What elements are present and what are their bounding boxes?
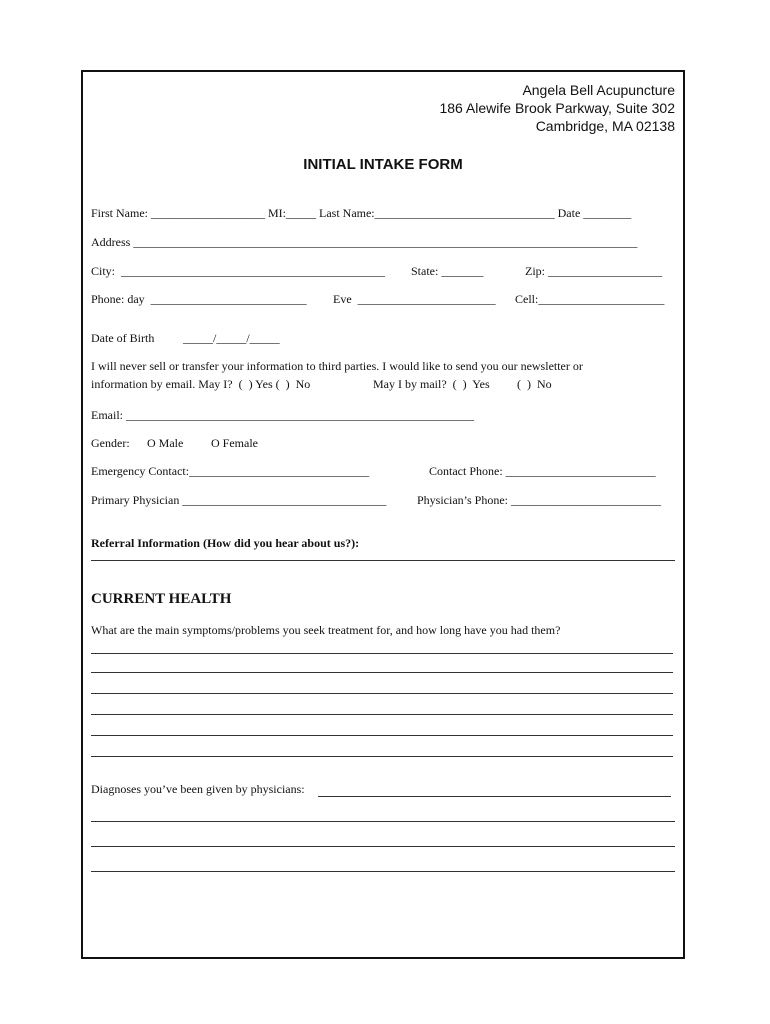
symptoms-answer-line[interactable] (91, 714, 673, 715)
intake-form-page (81, 70, 685, 959)
dob-field[interactable]: _____/_____/_____ (183, 331, 280, 345)
address-row[interactable]: Address ____________________________________________________________________________________ (91, 235, 638, 249)
diagnoses-answer-line[interactable] (91, 846, 675, 847)
symptoms-answer-line[interactable] (91, 693, 673, 694)
symptoms-answer-line[interactable] (91, 672, 673, 673)
diagnoses-answer-line[interactable] (91, 871, 675, 872)
contact-phone-field[interactable]: Contact Phone: _________________________ (429, 464, 656, 478)
gender-female-option[interactable]: O Female (211, 436, 258, 450)
form-title: INITIAL INTAKE FORM (303, 156, 463, 173)
state-field[interactable]: State: _______ (411, 264, 484, 278)
practice-address-line1: 186 Alewife Brook Parkway, Suite 302 (439, 100, 675, 116)
city-field[interactable]: City: ____________________________________________ (91, 264, 386, 278)
diagnoses-label: Diagnoses you’ve been given by physicians: (91, 782, 305, 796)
symptoms-answer-line[interactable] (91, 653, 673, 654)
gender-male-option[interactable]: O Male (147, 436, 184, 450)
symptoms-answer-line[interactable] (91, 756, 673, 757)
practice-name: Angela Bell Acupuncture (522, 82, 675, 98)
phone-eve-field[interactable]: Eve _______________________ (333, 292, 496, 306)
dob-label: Date of Birth (91, 331, 155, 345)
primary-physician-field[interactable]: Primary Physician __________________________________ (91, 493, 387, 507)
phone-cell-field[interactable]: Cell:_____________________ (515, 292, 665, 306)
current-health-heading: CURRENT HEALTH (91, 591, 232, 607)
practice-address-block (439, 81, 675, 135)
emergency-contact-field[interactable]: Emergency Contact:______________________________ (91, 464, 370, 478)
mail-consent-no[interactable]: ( ) No (517, 377, 552, 391)
name-row[interactable]: First Name: ___________________ MI:_____ Last Name:______________________________ Date ________ (91, 206, 632, 220)
physician-phone-field[interactable]: Physician’s Phone: _________________________ (417, 493, 662, 507)
zip-field[interactable]: Zip: ___________________ (525, 264, 662, 278)
email-field[interactable]: Email: __________________________________________________________ (91, 408, 474, 422)
gender-label: Gender: (91, 436, 130, 450)
symptoms-question: What are the main symptoms/problems you seek treatment for, and how long have you had them? (91, 623, 561, 637)
referral-label: Referral Information (How did you hear about us?): (91, 536, 360, 550)
practice-address-line2: Cambridge, MA 02138 (535, 118, 675, 134)
diagnoses-answer-line[interactable] (318, 796, 671, 797)
email-consent-question[interactable]: information by email. May I? ( ) Yes ( ) No (91, 377, 311, 391)
mail-consent-question[interactable]: May I by mail? ( ) Yes (373, 377, 490, 391)
symptoms-answer-line[interactable] (91, 735, 673, 736)
referral-answer-line[interactable] (91, 560, 675, 561)
diagnoses-answer-line[interactable] (91, 821, 675, 822)
phone-day-field[interactable]: Phone: day __________________________ (91, 292, 307, 306)
privacy-text-line1: I will never sell or transfer your information to third parties. I would like to send you our newsletter or (91, 359, 583, 373)
